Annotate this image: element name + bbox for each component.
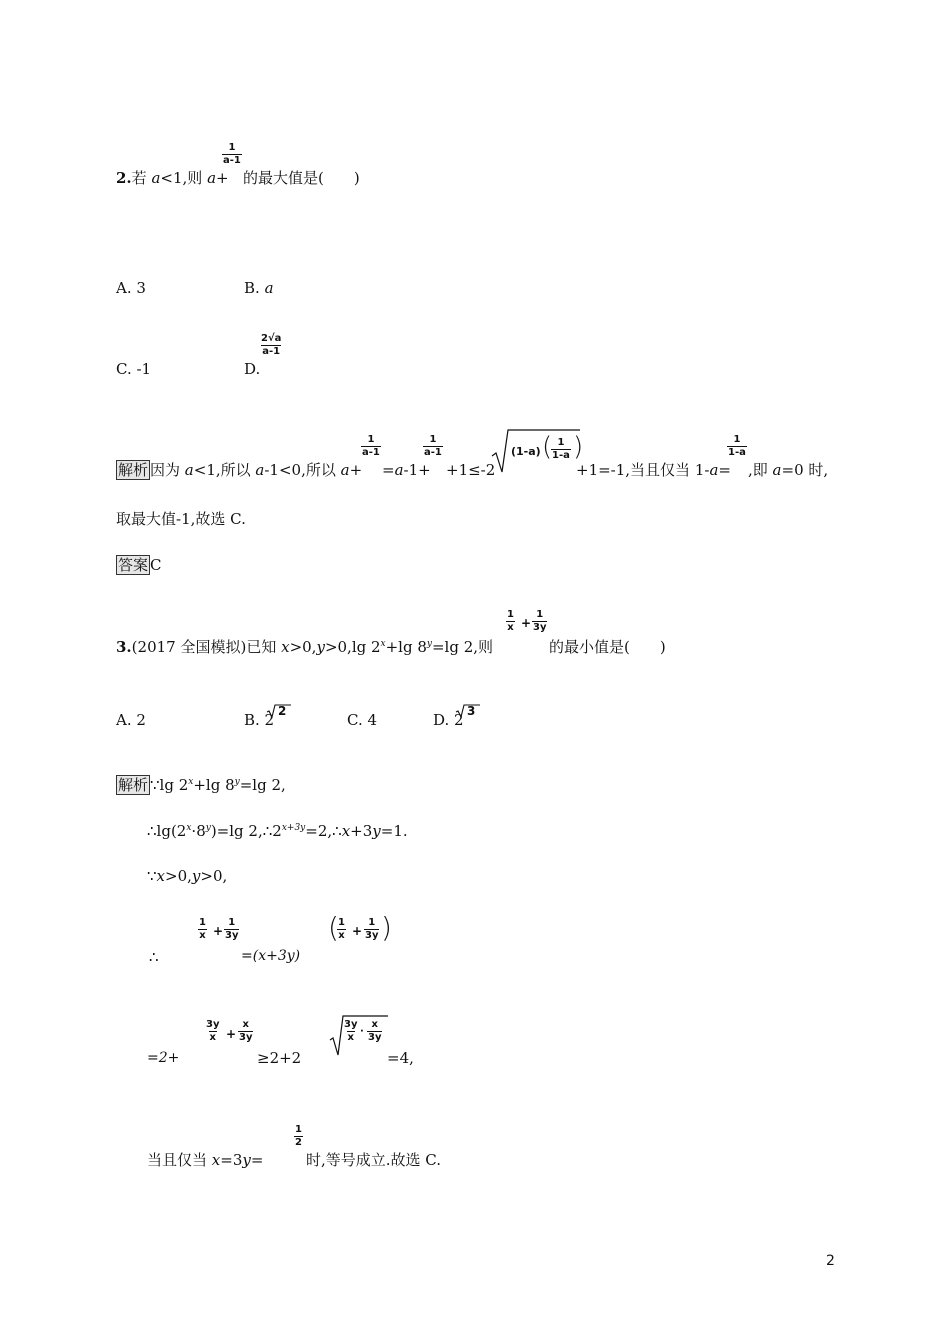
right-paren: ) (573, 432, 584, 462)
l5-end: =4, (387, 1049, 414, 1067)
q2-option-b: B. a (244, 279, 274, 297)
page-number: 2 (826, 1253, 835, 1269)
left-paren: ( (542, 432, 553, 462)
q3-solution-line-3: ∵x>0,y>0, (147, 867, 228, 885)
answer-tag: 答案 (118, 556, 149, 574)
q3-option-b-radicand: 2 (278, 704, 287, 718)
q2-solution-ineq: +1≤-2 (446, 461, 496, 479)
q3-fraction-1-over-x: $\frac{1}{x}$ (507, 609, 514, 633)
q2-answer: 答案 C (118, 556, 162, 574)
l5-frac-x-over-3y: $\frac{x}{3y}$ (239, 1019, 253, 1043)
q2-solution-cont: +1=-1,当且仅当 1-a= (576, 461, 731, 479)
l4-plus: + (213, 924, 224, 938)
q3-option-d-radicand: 3 (467, 704, 476, 718)
l4-equals-expression: =(x+3y) (241, 948, 301, 964)
l4-paren-frac-1-over-x: $\frac{1}{x}$ (338, 917, 345, 941)
q2-solution-fraction-3: $\frac{1}{1-a}$ (552, 437, 570, 461)
q3-solution-line-2: $\therefore\lg(2^x\cdot 8^y)=\lg$ $2,\therefore 2^{x+3y}=2,\therefore x+3y=1$. (147, 822, 408, 840)
question-3-stem: 3.(2017 全国模拟)已知 x>0,y>0,lg $2^x+\lg$ $8^y=\lg$ 2,则 (116, 638, 494, 656)
l6-frac-1-over-2: $\frac{1}{2}$ (295, 1124, 302, 1148)
question-2-stem: 2.若 a<1,则 a+ (116, 169, 229, 187)
l4-frac-1-over-x: $\frac{1}{x}$ (199, 917, 206, 941)
sqrt-left-term: (1-a) (511, 445, 541, 458)
l5-geq: ≥2+2 (257, 1049, 302, 1067)
l5-frac-3y-over-x: $\frac{3y}{x}$ (206, 1019, 220, 1043)
solution-tag: 解析 (118, 461, 149, 479)
l5-sqrt-frac-3y-over-x: $\frac{3y}{x}$ (344, 1019, 358, 1043)
l5-sqrt-frac-x-over-3y: $\frac{x}{3y}$ (368, 1019, 382, 1043)
q2-solution-fraction-2: $\frac{1}{a-1}$ (424, 434, 442, 458)
q2-option-d-fraction: $\frac{2√a}{a-1}$ (261, 333, 282, 357)
q2-solution-line-2: 取最大值-1,故选 C. (116, 510, 246, 528)
q3-fraction-1-over-3y: $\frac{1}{3y}$ (533, 609, 547, 633)
q2-option-a: A. 3 (116, 279, 146, 297)
l5-dot: · (360, 1026, 364, 1037)
l4-paren-plus: + (352, 924, 363, 938)
q2-solution-mid: =a-1+ (382, 461, 431, 479)
l5-start: =2+ (147, 1050, 180, 1066)
right-paren: ) (381, 911, 392, 944)
q2-solution-line-1: 解析 因为 a<1,所以 a-1<0,所以 a+ (118, 461, 363, 479)
l4-frac-1-over-3y: $\frac{1}{3y}$ (225, 917, 239, 941)
q2-solution-fraction-4: $\frac{1}{1-a}$ (728, 434, 746, 458)
q3-plus: + (521, 616, 532, 630)
q3-stem-tail: 的最小值是( ) (549, 638, 666, 656)
q3-solution-line-6: 当且仅当 x=3y= (147, 1151, 264, 1169)
q2-option-d: D. (244, 360, 261, 378)
q2-stem-tail: 的最大值是( ) (243, 169, 360, 187)
l4-paren-frac-1-over-3y: $\frac{1}{3y}$ (365, 917, 379, 941)
left-paren: ( (328, 911, 339, 944)
q3-option-c: C. 4 (347, 711, 378, 729)
solution-tag: 解析 (118, 776, 149, 794)
q3-solution-line-1: 解析 ∵lg $2^x+\lg$ $8^y=\lg$ 2, (118, 776, 286, 794)
q2-solution-end: ,即 a=0 时, (748, 461, 829, 479)
q2-option-c: C. -1 (116, 360, 152, 378)
q2-exponent-fraction: $\frac{1}{a-1}$ (223, 142, 241, 166)
q3-option-a: A. 2 (116, 711, 146, 729)
q3-solution-line-6-end: 时,等号成立.故选 C. (306, 1151, 442, 1169)
q3-option-b: B. 2 (244, 711, 275, 729)
l5-plus: + (226, 1027, 237, 1041)
q2-solution-fraction-1: $\frac{1}{a-1}$ (362, 434, 380, 458)
therefore-symbol: ∴ (149, 948, 159, 966)
q3-option-d: D. 2 (433, 711, 464, 729)
